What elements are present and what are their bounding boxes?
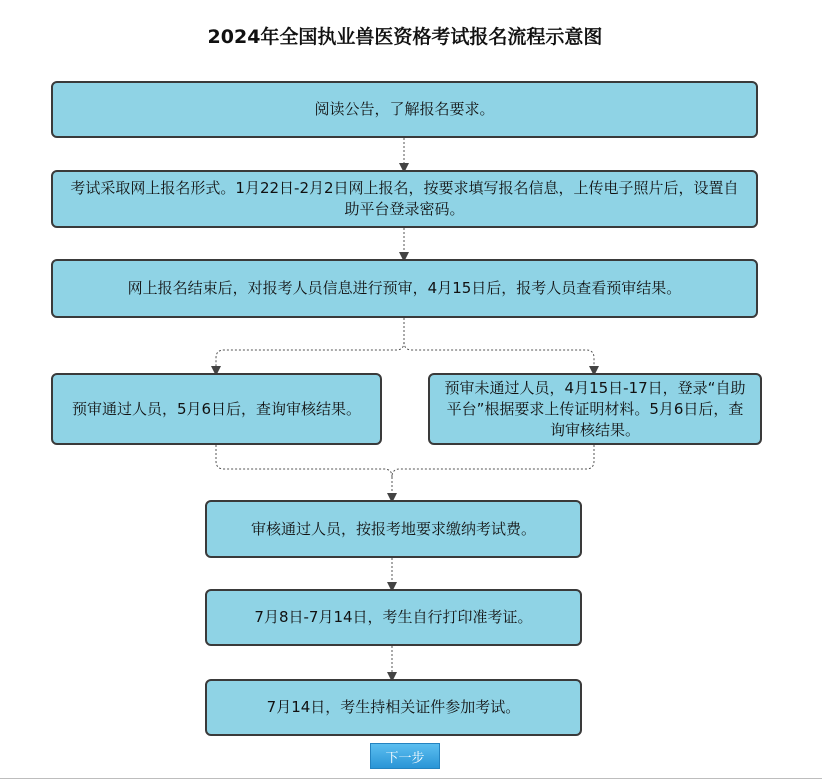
connector-merge-left bbox=[216, 445, 392, 477]
flow-step-pre-review: 网上报名结束后，对报考人员信息进行预审，4月15日后，报考人员查看预审结果。 bbox=[51, 259, 758, 318]
next-step-button[interactable]: 下一步 bbox=[370, 743, 440, 769]
bottom-divider bbox=[0, 778, 822, 779]
connector-merge-right bbox=[392, 445, 594, 477]
flow-step-take-exam: 7月14日，考生持相关证件参加考试。 bbox=[205, 679, 582, 736]
flow-step-read-announcement: 阅读公告，了解报名要求。 bbox=[51, 81, 758, 138]
flow-step-print-admission-ticket: 7月8日-7月14日，考生自行打印准考证。 bbox=[205, 589, 582, 646]
connector-3-split-right bbox=[404, 342, 594, 371]
flow-step-pre-review-failed: 预审未通过人员，4月15日-17日，登录“自助平台”根据要求上传证明材料。5月6日后，查询审核结果。 bbox=[428, 373, 762, 445]
flow-step-pre-review-passed: 预审通过人员，5月6日后，查询审核结果。 bbox=[51, 373, 382, 445]
flow-step-online-registration: 考试采取网上报名形式。1月22日-2月2日网上报名，按要求填写报名信息，上传电子照片后，设置自助平台登录密码。 bbox=[51, 170, 758, 228]
connector-3-split bbox=[216, 318, 404, 371]
flow-step-pay-fee: 审核通过人员，按报考地要求缴纳考试费。 bbox=[205, 500, 582, 558]
page-title: 2024年全国执业兽医资格考试报名流程示意图 bbox=[207, 26, 603, 48]
